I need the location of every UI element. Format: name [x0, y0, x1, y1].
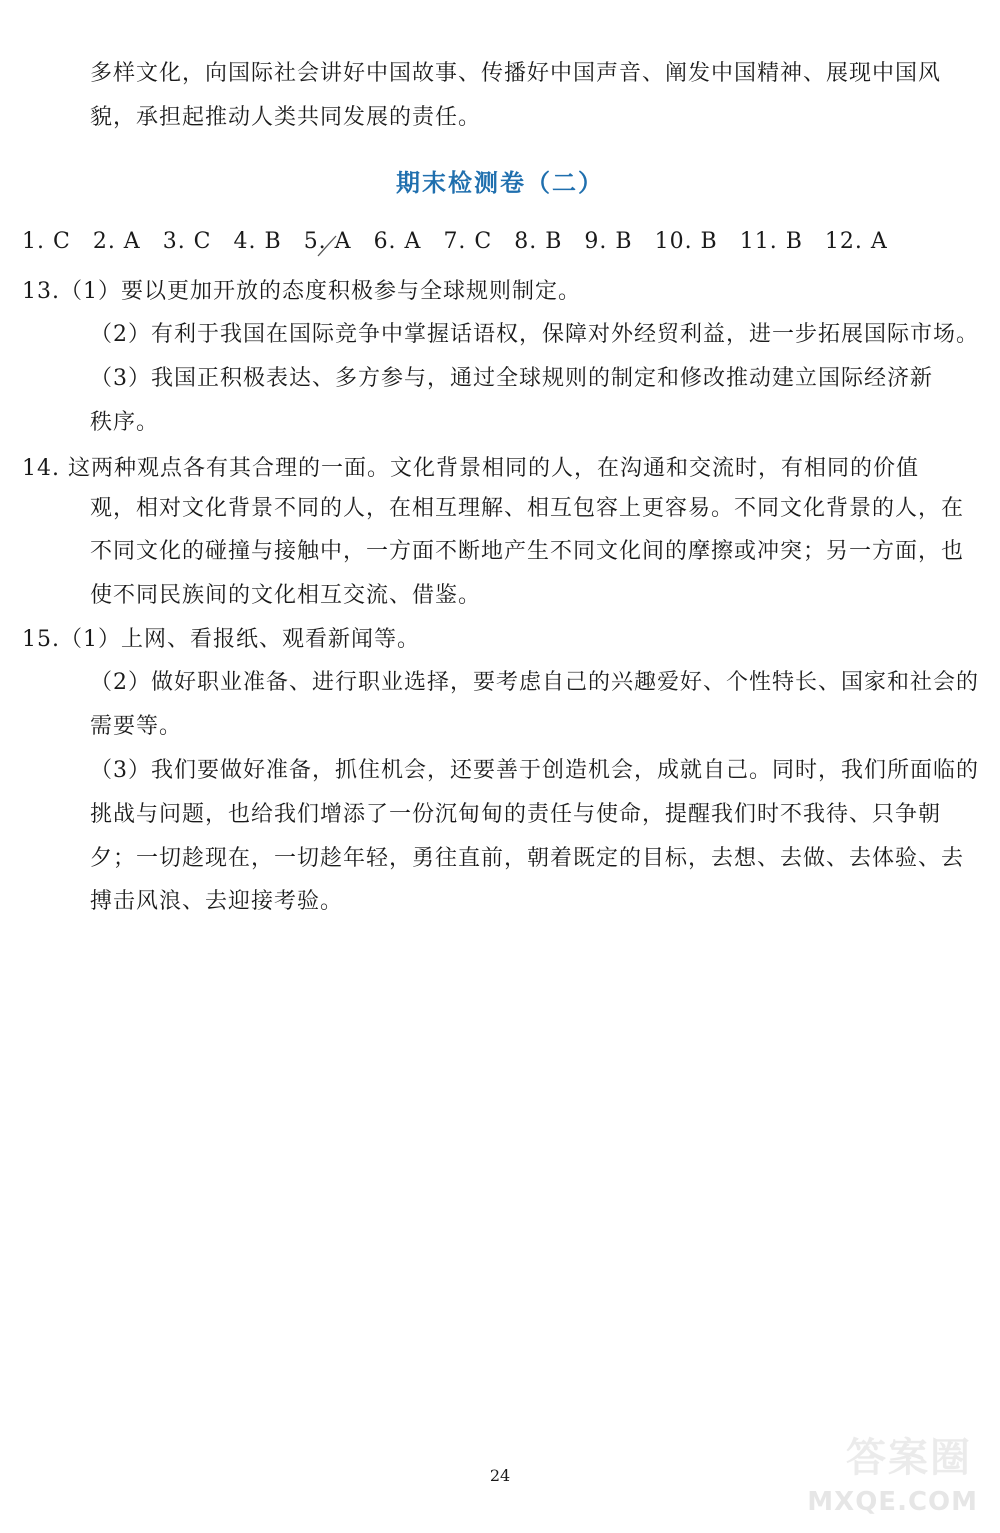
- choice-answer: 4. B: [233, 229, 282, 254]
- q13-part3-cont: 秩序。: [90, 410, 160, 435]
- q14-line-3: 不同文化的碰撞与接触中，一方面不断地产生不同文化间的摩擦或冲突；另一方面，也: [90, 539, 965, 564]
- choice-answer: 6. A: [373, 229, 422, 254]
- choice-answer: 3. C: [162, 229, 212, 254]
- intro-line-1: 多样文化，向国际社会讲好中国故事、传播好中国声音、阐发中国精神、展现中国风: [90, 61, 942, 86]
- q15-part1: 15.（1）上网、看报纸、观看新闻等。: [22, 627, 420, 652]
- q14-line-1: 14. 这两种观点各有其合理的一面。文化背景相同的人，在沟通和交流时，有相同的价值: [22, 456, 919, 481]
- page-number: 24: [489, 1466, 511, 1485]
- choice-answer: 7. C: [443, 229, 493, 254]
- multiple-choice-answers: [22, 229, 902, 254]
- choice-answer: 1. C: [22, 229, 71, 254]
- q14-line-2: 观，相对文化背景不同的人，在相互理解、相互包容上更容易。不同文化背景的人，在: [90, 496, 965, 521]
- choice-answer: 12. A: [824, 229, 888, 254]
- section-title: 期末检测卷（二）: [396, 169, 604, 197]
- choice-answer: 11. B: [739, 229, 803, 254]
- choice-answer: 8. B: [514, 229, 563, 254]
- choice-answer: 9. B: [584, 229, 633, 254]
- watermark-logo-text: 答案圈: [846, 1435, 972, 1481]
- q15-part3-line-2: 挑战与问题，也给我们增添了一份沉甸甸的责任与使命，提醒我们时不我待、只争朝: [90, 802, 942, 827]
- q15-part3-line-3: 夕；一切趁现在，一切趁年轻，勇往直前，朝着既定的目标，去想、去做、去体验、去: [90, 846, 965, 871]
- choice-answer: 2. A: [92, 229, 141, 254]
- q14-line-4: 使不同民族间的文化相互交流、借鉴。: [90, 583, 482, 608]
- q13-part2: （2）有利于我国在国际竞争中掌握话语权，保障对外经贸利益，进一步拓展国际市场。: [90, 322, 979, 347]
- q15-part2-cont: 需要等。: [90, 714, 183, 739]
- q13-part3: （3）我国正积极表达、多方参与，通过全球规则的制定和修改推动建立国际经济新: [90, 366, 933, 391]
- q15-part3-line-4: 搏击风浪、去迎接考验。: [90, 889, 344, 914]
- q13-part1: 13.（1）要以更加开放的态度积极参与全球规则制定。: [22, 279, 581, 304]
- pen-stroke-mark: [316, 232, 340, 258]
- choice-answer: 5. A: [303, 229, 352, 254]
- intro-line-2: 貌，承担起推动人类共同发展的责任。: [90, 105, 482, 130]
- q15-part3-line-1: （3）我们要做好准备，抓住机会，还要善于创造机会，成就自己。同时，我们所面临的: [90, 758, 979, 783]
- site-watermark: [802, 1437, 992, 1527]
- choice-answer: 10. B: [654, 229, 718, 254]
- watermark-url: MXQE.COM: [807, 1487, 978, 1517]
- q15-part2: （2）做好职业准备、进行职业选择，要考虑自己的兴趣爱好、个性特长、国家和社会的: [90, 670, 979, 695]
